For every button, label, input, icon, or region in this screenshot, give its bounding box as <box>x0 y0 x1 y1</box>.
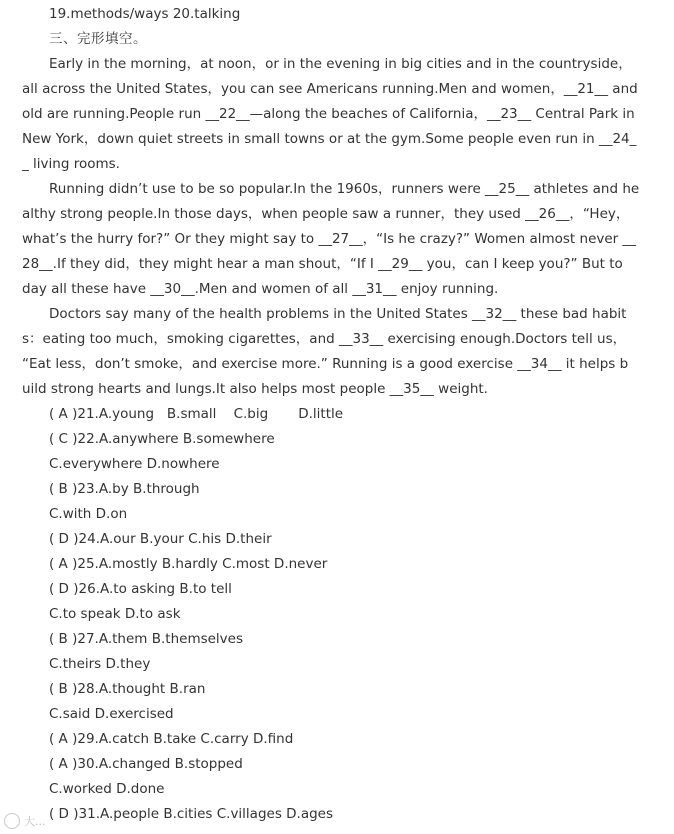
passage-line: New York，down quiet streets in small towns or at the gym.Some people even run in __24_ <box>22 131 637 147</box>
watermark-text: 大... <box>24 815 46 828</box>
passage-line: old are running.People run __22__—along the beaches of California，__23__ Central Park in <box>22 106 635 122</box>
answer-line: C.worked D.done <box>49 781 165 797</box>
answer-line: ( D )31.A.people B.cities C.villages D.ages <box>49 806 334 822</box>
answer-line: ( D )26.A.to asking B.to tell <box>49 581 232 597</box>
passage-line: Running didn’t use to be so popular.In the 1960s，runners were __25__ athletes and he <box>49 181 640 197</box>
answer-line: ( D )24.A.our B.your C.his D.their <box>49 531 272 547</box>
passage-line: s：eating too much，smoking cigarettes，and __33__ exercising enough.Doctors tell us， <box>22 331 627 347</box>
passage-line: 28__.If they did，they might hear a man shout，“If I __29__ you，can I keep you?” But to <box>22 256 623 272</box>
passage-line: _ living rooms. <box>22 156 120 172</box>
previous-answers-line: 19.methods/ways 20.talking <box>49 6 241 22</box>
passage-line: all across the United States，you can see Americans running.Men and women，__21__ and <box>22 81 638 97</box>
answer-line: ( A )25.A.mostly B.hardly C.most D.never <box>49 556 328 572</box>
answer-line: ( B )23.A.by B.through <box>49 481 200 497</box>
passage-line: uild strong hearts and lungs.It also helps most people __35__ weight. <box>22 381 488 397</box>
logo-icon <box>4 813 20 829</box>
answer-line: ( C )22.A.anywhere B.somewhere <box>49 431 275 447</box>
answer-line: ( A )21.A.young B.small C.big D.little <box>49 406 344 422</box>
answer-line: ( A )29.A.catch B.take C.carry D.find <box>49 731 294 747</box>
passage-line: althy strong people.In those days，when people saw a runner，they used __26__，“Hey， <box>22 206 630 222</box>
answer-line: C.theirs D.they <box>49 656 151 672</box>
passage-line: Early in the morning，at noon，or in the evening in big cities and in the countryside， <box>49 56 632 72</box>
passage-line: “Eat less，don’t smoke，and exercise more.” Running is a good exercise __34__ it helps b <box>22 356 629 372</box>
answer-line: ( B )27.A.them B.themselves <box>49 631 244 647</box>
passage-line: what’s the hurry for?” Or they might say to __27__，“Is he crazy?” Women almost never __ <box>22 231 637 247</box>
answer-line: C.with D.on <box>49 506 128 522</box>
answer-line: C.everywhere D.nowhere <box>49 456 220 472</box>
answer-line: C.said D.exercised <box>49 706 174 722</box>
watermark <box>4 810 104 832</box>
answer-line: ( A )30.A.changed B.stopped <box>49 756 243 772</box>
answer-line: ( B )28.A.thought B.ran <box>49 681 206 697</box>
answer-line: C.to speak D.to ask <box>49 606 181 622</box>
section-heading: 三、完形填空。 <box>49 31 147 47</box>
passage-line: Doctors say many of the health problems in the United States __32__ these bad habit <box>49 306 627 322</box>
passage-line: day all these have __30__.Men and women of all __31__ enjoy running. <box>22 281 499 297</box>
